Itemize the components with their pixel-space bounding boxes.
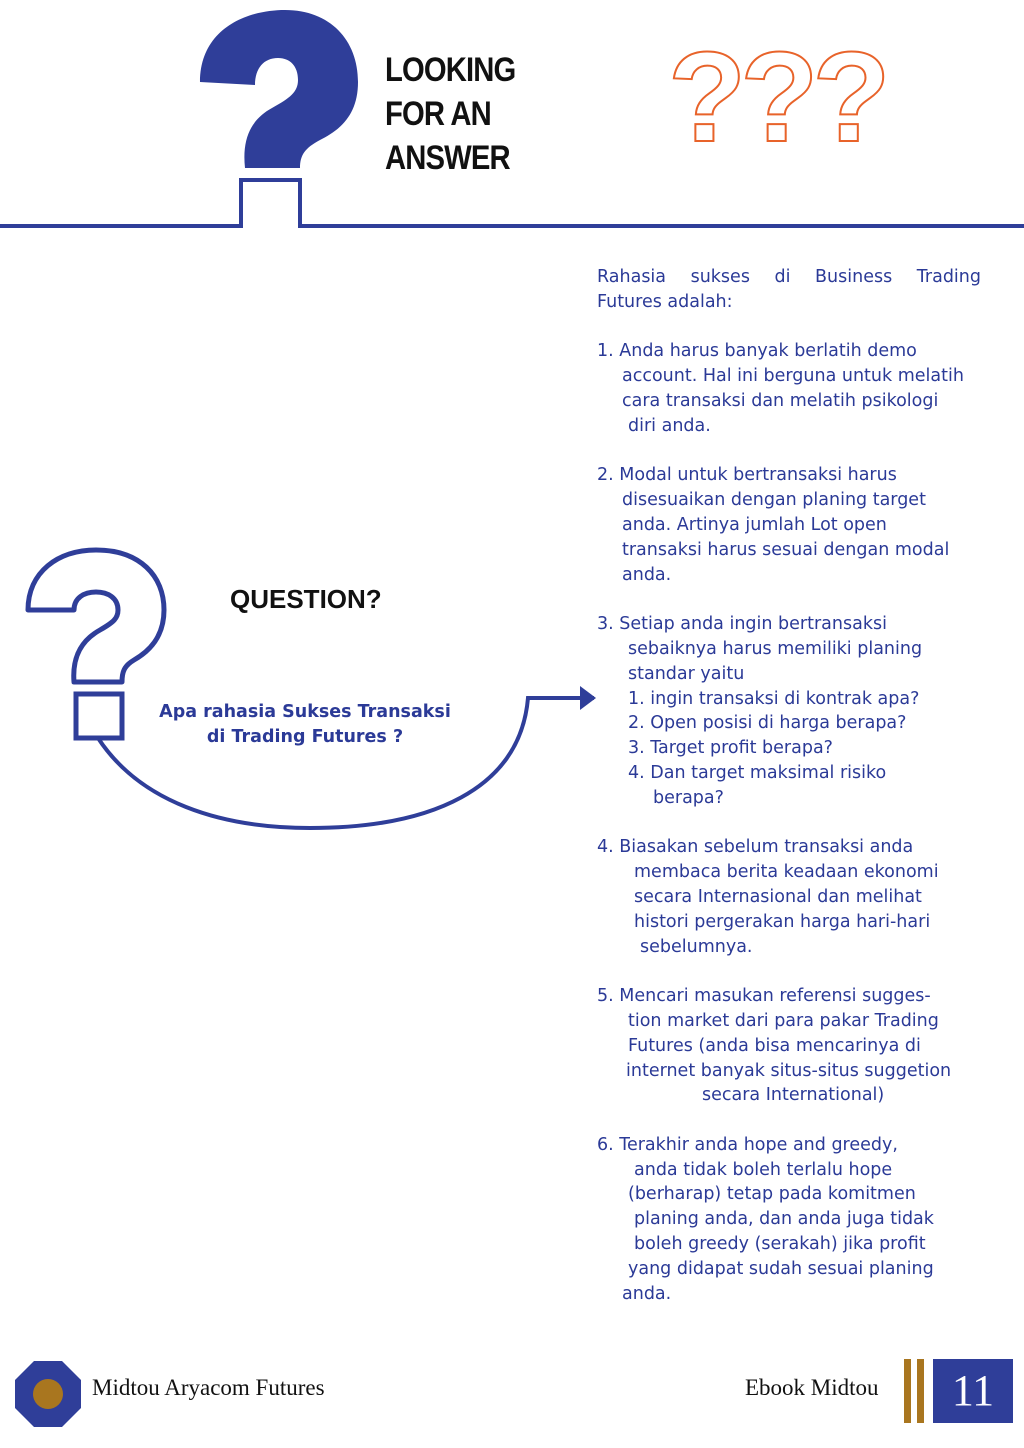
item3-line-2: sebaiknya harus memiliki planing bbox=[628, 638, 923, 659]
company-logo-icon bbox=[14, 1360, 82, 1428]
footer-gold-bar-2 bbox=[917, 1359, 924, 1423]
item4-line-2: membaca berita keadaan ekonomi bbox=[634, 862, 939, 883]
item2-line-3: anda. Artinya jumlah Lot open bbox=[622, 514, 887, 535]
question-text bbox=[140, 700, 470, 750]
item1-line-3: cara transaksi dan melatih psikologi bbox=[622, 390, 939, 411]
item1-line-4: diri anda. bbox=[628, 415, 711, 436]
item5-line-1: 5. Mencari masukan referensi sugges- bbox=[597, 986, 931, 1007]
item2-line-4: transaksi harus sesuai dengan modal bbox=[622, 539, 950, 560]
item3-subitem-2: 2. Open posisi di harga berapa? bbox=[628, 713, 907, 734]
header-title-line-1: LOOKING bbox=[385, 51, 516, 89]
item3-line-1: 3. Setiap anda ingin bertransaksi bbox=[597, 614, 887, 635]
item6-line-4: planing anda, dan anda juga tidak bbox=[634, 1209, 934, 1230]
question-text-line-1: Apa rahasia Sukses Transaksi bbox=[159, 702, 451, 722]
orange-question-marks: ??? bbox=[668, 26, 885, 169]
item3-subitem-1: 1. ingin transaksi di kontrak apa? bbox=[628, 688, 920, 709]
item2-line-1: 2. Modal untuk bertransaksi harus bbox=[597, 465, 897, 486]
item2-line-2: disesuaikan dengan planing target bbox=[622, 490, 926, 511]
item6-line-2: anda tidak boleh terlalu hope bbox=[634, 1159, 893, 1180]
item5-line-4: internet banyak situs-situs suggetion bbox=[626, 1060, 952, 1081]
header-title-line-3: ANSWER bbox=[385, 139, 510, 177]
item2-line-5: anda. bbox=[622, 564, 672, 585]
item1-line-2: account. Hal ini berguna untuk melatih bbox=[622, 366, 964, 387]
answer-column bbox=[597, 265, 981, 1306]
item3-subitem-3: 3. Target profit berapa? bbox=[628, 738, 833, 759]
item3-subitem-4: 4. Dan target maksimal risiko bbox=[628, 762, 887, 783]
item4-line-5: sebelumnya. bbox=[640, 936, 753, 957]
item1-line-1: 1. Anda harus banyak berlatih demo bbox=[597, 341, 917, 362]
question-text-line-2: di Trading Futures ? bbox=[206, 727, 404, 747]
question-heading: QUESTION? bbox=[230, 584, 382, 614]
item6-line-5: boleh greedy (serakah) jika profit bbox=[634, 1234, 926, 1255]
page-number: 11 bbox=[933, 1359, 1013, 1423]
item6-line-7: anda. bbox=[622, 1283, 672, 1304]
footer-ebook-label: Ebook Midtou bbox=[745, 1375, 879, 1400]
header-title bbox=[385, 48, 515, 180]
item4-line-3: secara Internasional dan melihat bbox=[634, 886, 922, 907]
footer-gold-bar-1 bbox=[904, 1359, 911, 1423]
item5-line-3: Futures (anda bisa mencarinya di bbox=[628, 1035, 921, 1056]
item5-line-5: secara International) bbox=[702, 1085, 885, 1106]
footer-company-name: Midtou Aryacom Futures bbox=[92, 1375, 325, 1400]
item4-line-1: 4. Biasakan sebelum transaksi anda bbox=[597, 837, 914, 858]
item3-subitem-4-cont: berapa? bbox=[653, 787, 724, 808]
item3-line-3: standar yaitu bbox=[628, 663, 745, 684]
item6-line-3: (berharap) tetap pada komitmen bbox=[628, 1184, 916, 1205]
answer-intro-line-2: Futures adalah: bbox=[597, 291, 733, 312]
header-title-line-2: FOR AN bbox=[385, 95, 491, 133]
item6-line-1: 6. Terakhir anda hope and greedy, bbox=[597, 1134, 898, 1155]
answer-intro-line-1: Rahasia sukses di Business Trading bbox=[597, 267, 981, 287]
item6-line-6: yang didapat sudah sesuai planing bbox=[628, 1258, 934, 1279]
item5-line-2: tion market dari para pakar Trading bbox=[628, 1010, 939, 1031]
item4-line-4: histori pergerakan harga hari-hari bbox=[634, 911, 931, 932]
